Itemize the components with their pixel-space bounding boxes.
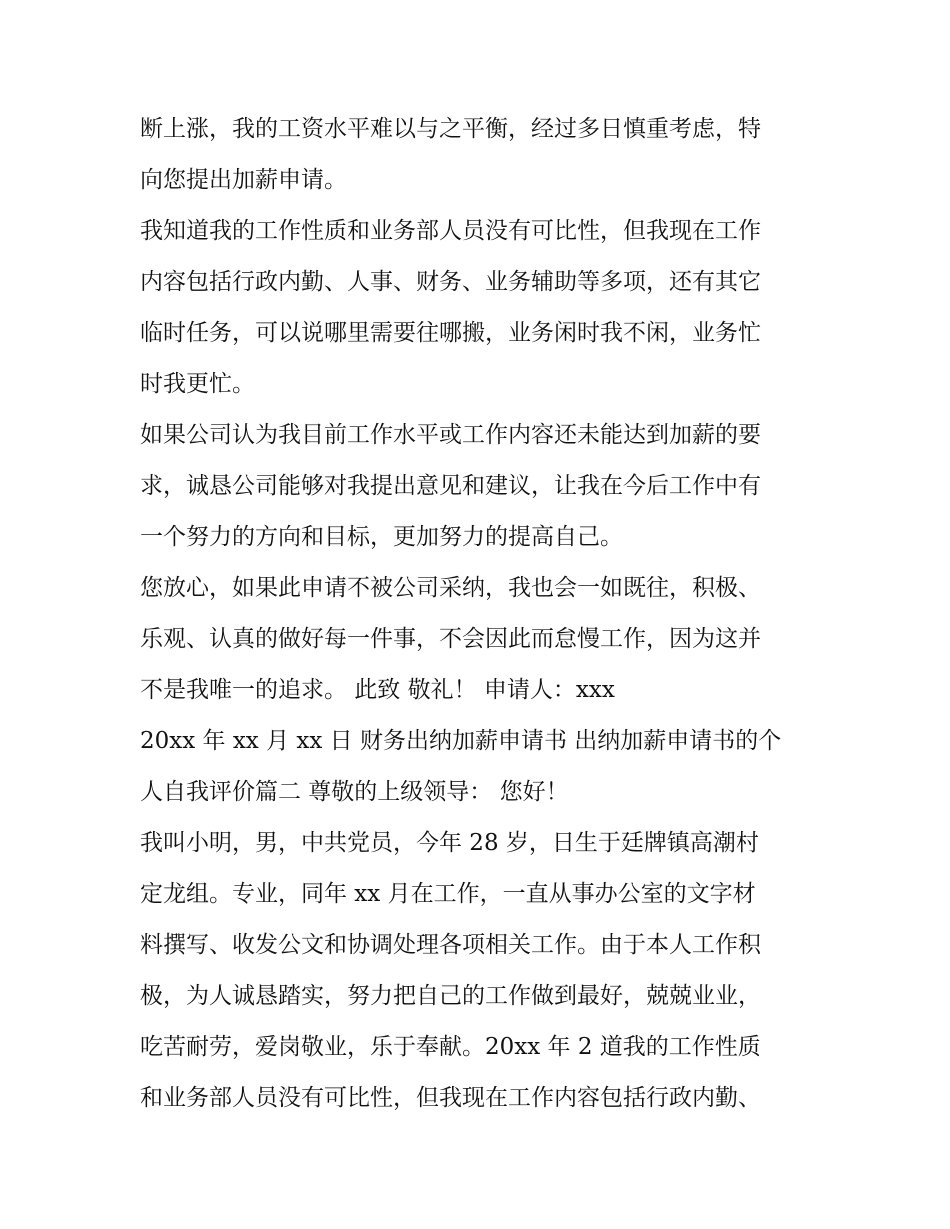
document-body xyxy=(140,104,840,1124)
text-line: 乐观、认真的做好每一件事，不会因此而怠慢工作，因为这并 xyxy=(140,626,761,652)
text-line: 定龙组。专业，同年 xx 月在工作，一直从事办公室的文字材 xyxy=(140,881,756,907)
text-line: 我知道我的工作性质和业务部人员没有可比性，但我现在工作 xyxy=(140,218,761,244)
text-line: 临时任务，可以说哪里需要往哪搬，业务闲时我不闲，业务忙 xyxy=(140,320,761,346)
text-line: 人自我评价篇二 尊敬的上级领导： 您好！ xyxy=(140,779,569,805)
text-line: 求，诚恳公司能够对我提出意见和建议，让我在今后工作中有 xyxy=(140,473,761,499)
text-line: 极，为人诚恳踏实，努力把自己的工作做到最好，兢兢业业， xyxy=(140,983,761,1009)
text-line: 我叫小明，男，中共党员，今年 28 岁，日生于廷牌镇高潮村 xyxy=(140,830,759,856)
text-line: 一个努力的方向和目标，更加努力的提高自己。 xyxy=(140,524,623,550)
text-line: 如果公司认为我目前工作水平或工作内容还未能达到加薪的要 xyxy=(140,422,761,448)
text-line: 料撰写、收发公文和协调处理各项相关工作。由于本人工作积 xyxy=(140,932,761,958)
text-line: 内容包括行政内勤、人事、财务、业务辅助等多项，还有其它 xyxy=(140,269,761,295)
text-line: 和业务部人员没有可比性，但我现在工作内容包括行政内勤、 xyxy=(140,1085,761,1111)
text-line: 吃苦耐劳，爱岗敬业，乐于奉献。20xx 年 2 道我的工作性质 xyxy=(140,1034,761,1060)
text-line: 不是我唯一的追求。 此致 敬礼！ 申请人：xxx xyxy=(140,677,615,703)
text-line: 您放心，如果此申请不被公司采纳，我也会一如既往，积极、 xyxy=(140,575,761,601)
text-line: 20xx 年 xx 月 xx 日 财务出纳加薪申请书 出纳加薪申请书的个 xyxy=(140,728,782,754)
text-line: 断上涨，我的工资水平难以与之平衡，经过多日慎重考虑，特 xyxy=(140,116,761,142)
text-line: 向您提出加薪申请。 xyxy=(140,167,347,193)
text-line: 时我更忙。 xyxy=(140,371,255,397)
